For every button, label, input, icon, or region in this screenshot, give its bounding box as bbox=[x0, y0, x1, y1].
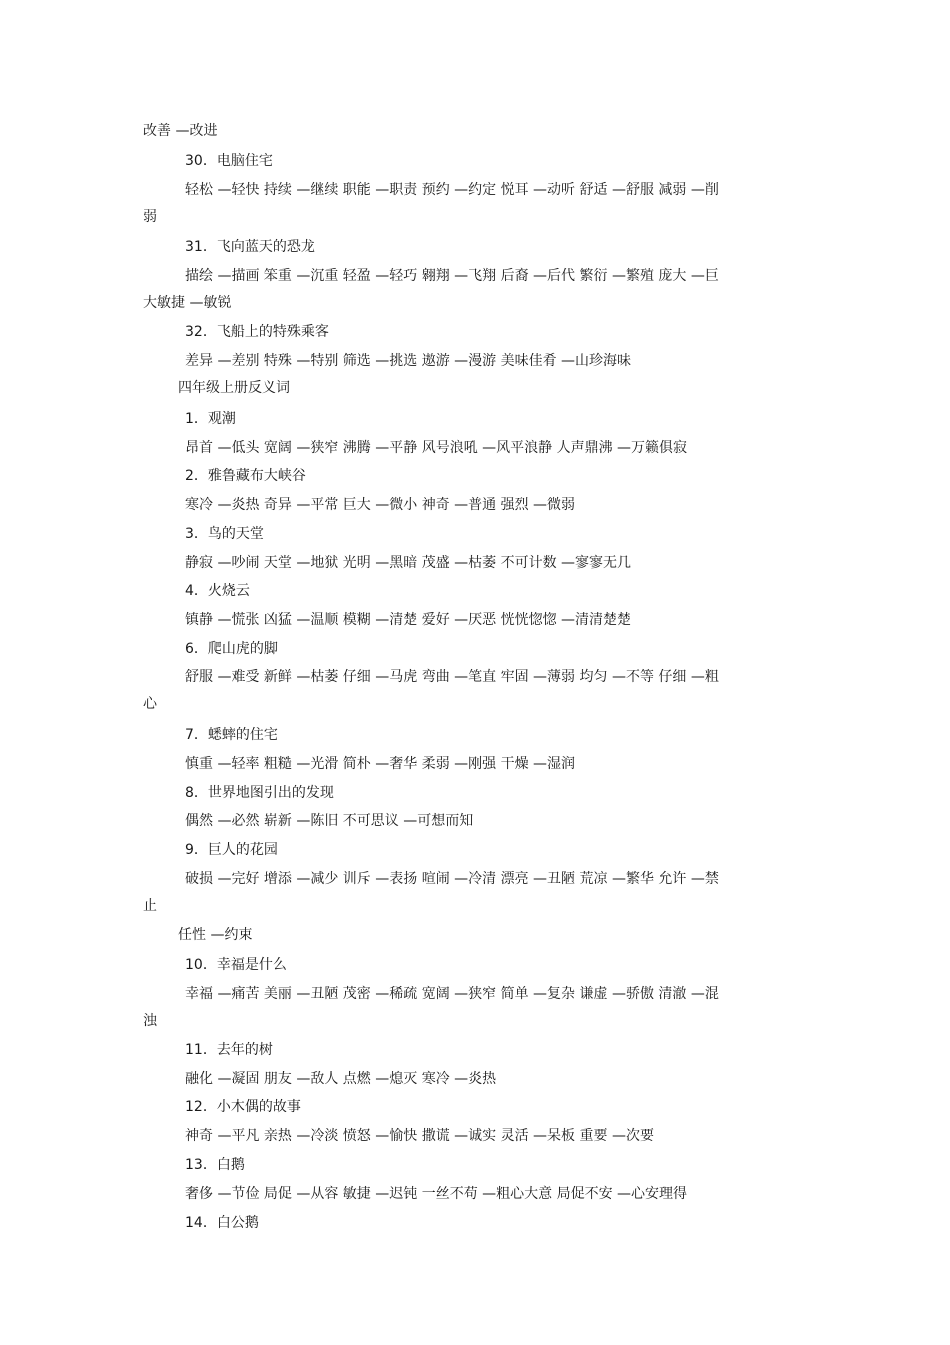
lesson-heading: 11．去年的树 bbox=[185, 1042, 273, 1058]
lesson-heading: 2．雅鲁藏布大峡谷 bbox=[185, 468, 306, 484]
word-pairs-line: 任性 —约束 bbox=[178, 927, 253, 943]
word-pairs-line: 慎重 —轻率 粗糙 —光滑 简朴 —奢华 柔弱 —刚强 干燥 —湿润 bbox=[185, 756, 576, 772]
word-pairs-line: 舒服 —难受 新鲜 —枯萎 仔细 —马虎 弯曲 —笔直 牢固 —薄弱 均匀 —不等 仔细 —粗 bbox=[185, 669, 719, 685]
lesson-heading: 30．电脑住宅 bbox=[185, 153, 273, 169]
word-pairs-continuation: 止 bbox=[143, 898, 157, 914]
lesson-heading: 31．飞向蓝天的恐龙 bbox=[185, 239, 315, 255]
word-pairs-line: 融化 —凝固 朋友 —敌人 点燃 —熄灭 寒冷 —炎热 bbox=[185, 1071, 497, 1087]
word-pairs-line: 昂首 —低头 宽阔 —狭窄 沸腾 —平静 风号浪吼 —风平浪静 人声鼎沸 —万籁俱寂 bbox=[185, 440, 688, 456]
word-pairs-line: 幸福 —痛苦 美丽 —丑陋 茂密 —稀疏 宽阔 —狭窄 简单 —复杂 谦虚 —骄傲 清澈 —混 bbox=[185, 986, 719, 1002]
word-pairs-line: 镇静 —慌张 凶猛 —温顺 模糊 —清楚 爱好 —厌恶 恍恍惚惚 —清清楚楚 bbox=[185, 612, 632, 628]
lesson-heading: 7．蟋蟀的住宅 bbox=[185, 727, 278, 743]
lesson-heading: 32．飞船上的特殊乘客 bbox=[185, 324, 329, 340]
lesson-heading: 13．白鹅 bbox=[185, 1157, 245, 1173]
word-pairs-continuation: 大敏捷 —敏锐 bbox=[143, 295, 232, 311]
word-pairs-line: 差异 —差别 特殊 —特别 筛选 —挑选 遨游 —漫游 美味佳肴 —山珍海味 bbox=[185, 353, 632, 369]
word-pairs-line: 静寂 —吵闹 天堂 —地狱 光明 —黑暗 茂盛 —枯萎 不可计数 —寥寥无几 bbox=[185, 555, 632, 571]
lesson-heading: 4．火烧云 bbox=[185, 583, 250, 599]
lesson-heading: 10．幸福是什么 bbox=[185, 957, 287, 973]
lesson-heading: 14．白公鹅 bbox=[185, 1215, 259, 1231]
word-pairs-line: 偶然 —必然 崭新 —陈旧 不可思议 —可想而知 bbox=[185, 813, 474, 829]
word-pairs-continuation: 心 bbox=[143, 696, 157, 712]
lesson-heading: 3．鸟的天堂 bbox=[185, 526, 264, 542]
word-pairs-line: 寒冷 —炎热 奇异 —平常 巨大 —微小 神奇 —普通 强烈 —微弱 bbox=[185, 497, 576, 513]
word-pairs-continuation: 弱 bbox=[143, 209, 157, 225]
word-pairs-line: 描绘 —描画 笨重 —沉重 轻盈 —轻巧 翱翔 —飞翔 后裔 —后代 繁衍 —繁殖 庞大 —巨 bbox=[185, 268, 719, 284]
lesson-heading: 6．爬山虎的脚 bbox=[185, 641, 278, 657]
lesson-heading: 1．观潮 bbox=[185, 411, 236, 427]
word-pairs-continuation: 浊 bbox=[143, 1013, 157, 1029]
lesson-heading: 9．巨人的花园 bbox=[185, 842, 278, 858]
word-pairs-line: 奢侈 —节俭 局促 —从容 敏捷 —迟钝 一丝不苟 —粗心大意 局促不安 —心安理得 bbox=[185, 1186, 688, 1202]
lesson-heading: 8．世界地图引出的发现 bbox=[185, 785, 334, 801]
word-pairs-line: 轻松 —轻快 持续 —继续 职能 —职责 预约 —约定 悦耳 —动听 舒适 —舒服 减弱 —削 bbox=[185, 182, 719, 198]
word-pairs-line: 破损 —完好 增添 —减少 训斥 —表扬 喧闹 —冷清 漂亮 —丑陋 荒凉 —繁华 允许 —禁 bbox=[185, 871, 719, 887]
section-title: 四年级上册反义词 bbox=[178, 380, 290, 396]
lesson-heading: 12．小木偶的故事 bbox=[185, 1099, 301, 1115]
text-line: 改善 —改进 bbox=[143, 123, 218, 139]
word-pairs-line: 神奇 —平凡 亲热 —冷淡 愤怒 —愉快 撒谎 —诚实 灵活 —呆板 重要 —次要 bbox=[185, 1128, 654, 1144]
